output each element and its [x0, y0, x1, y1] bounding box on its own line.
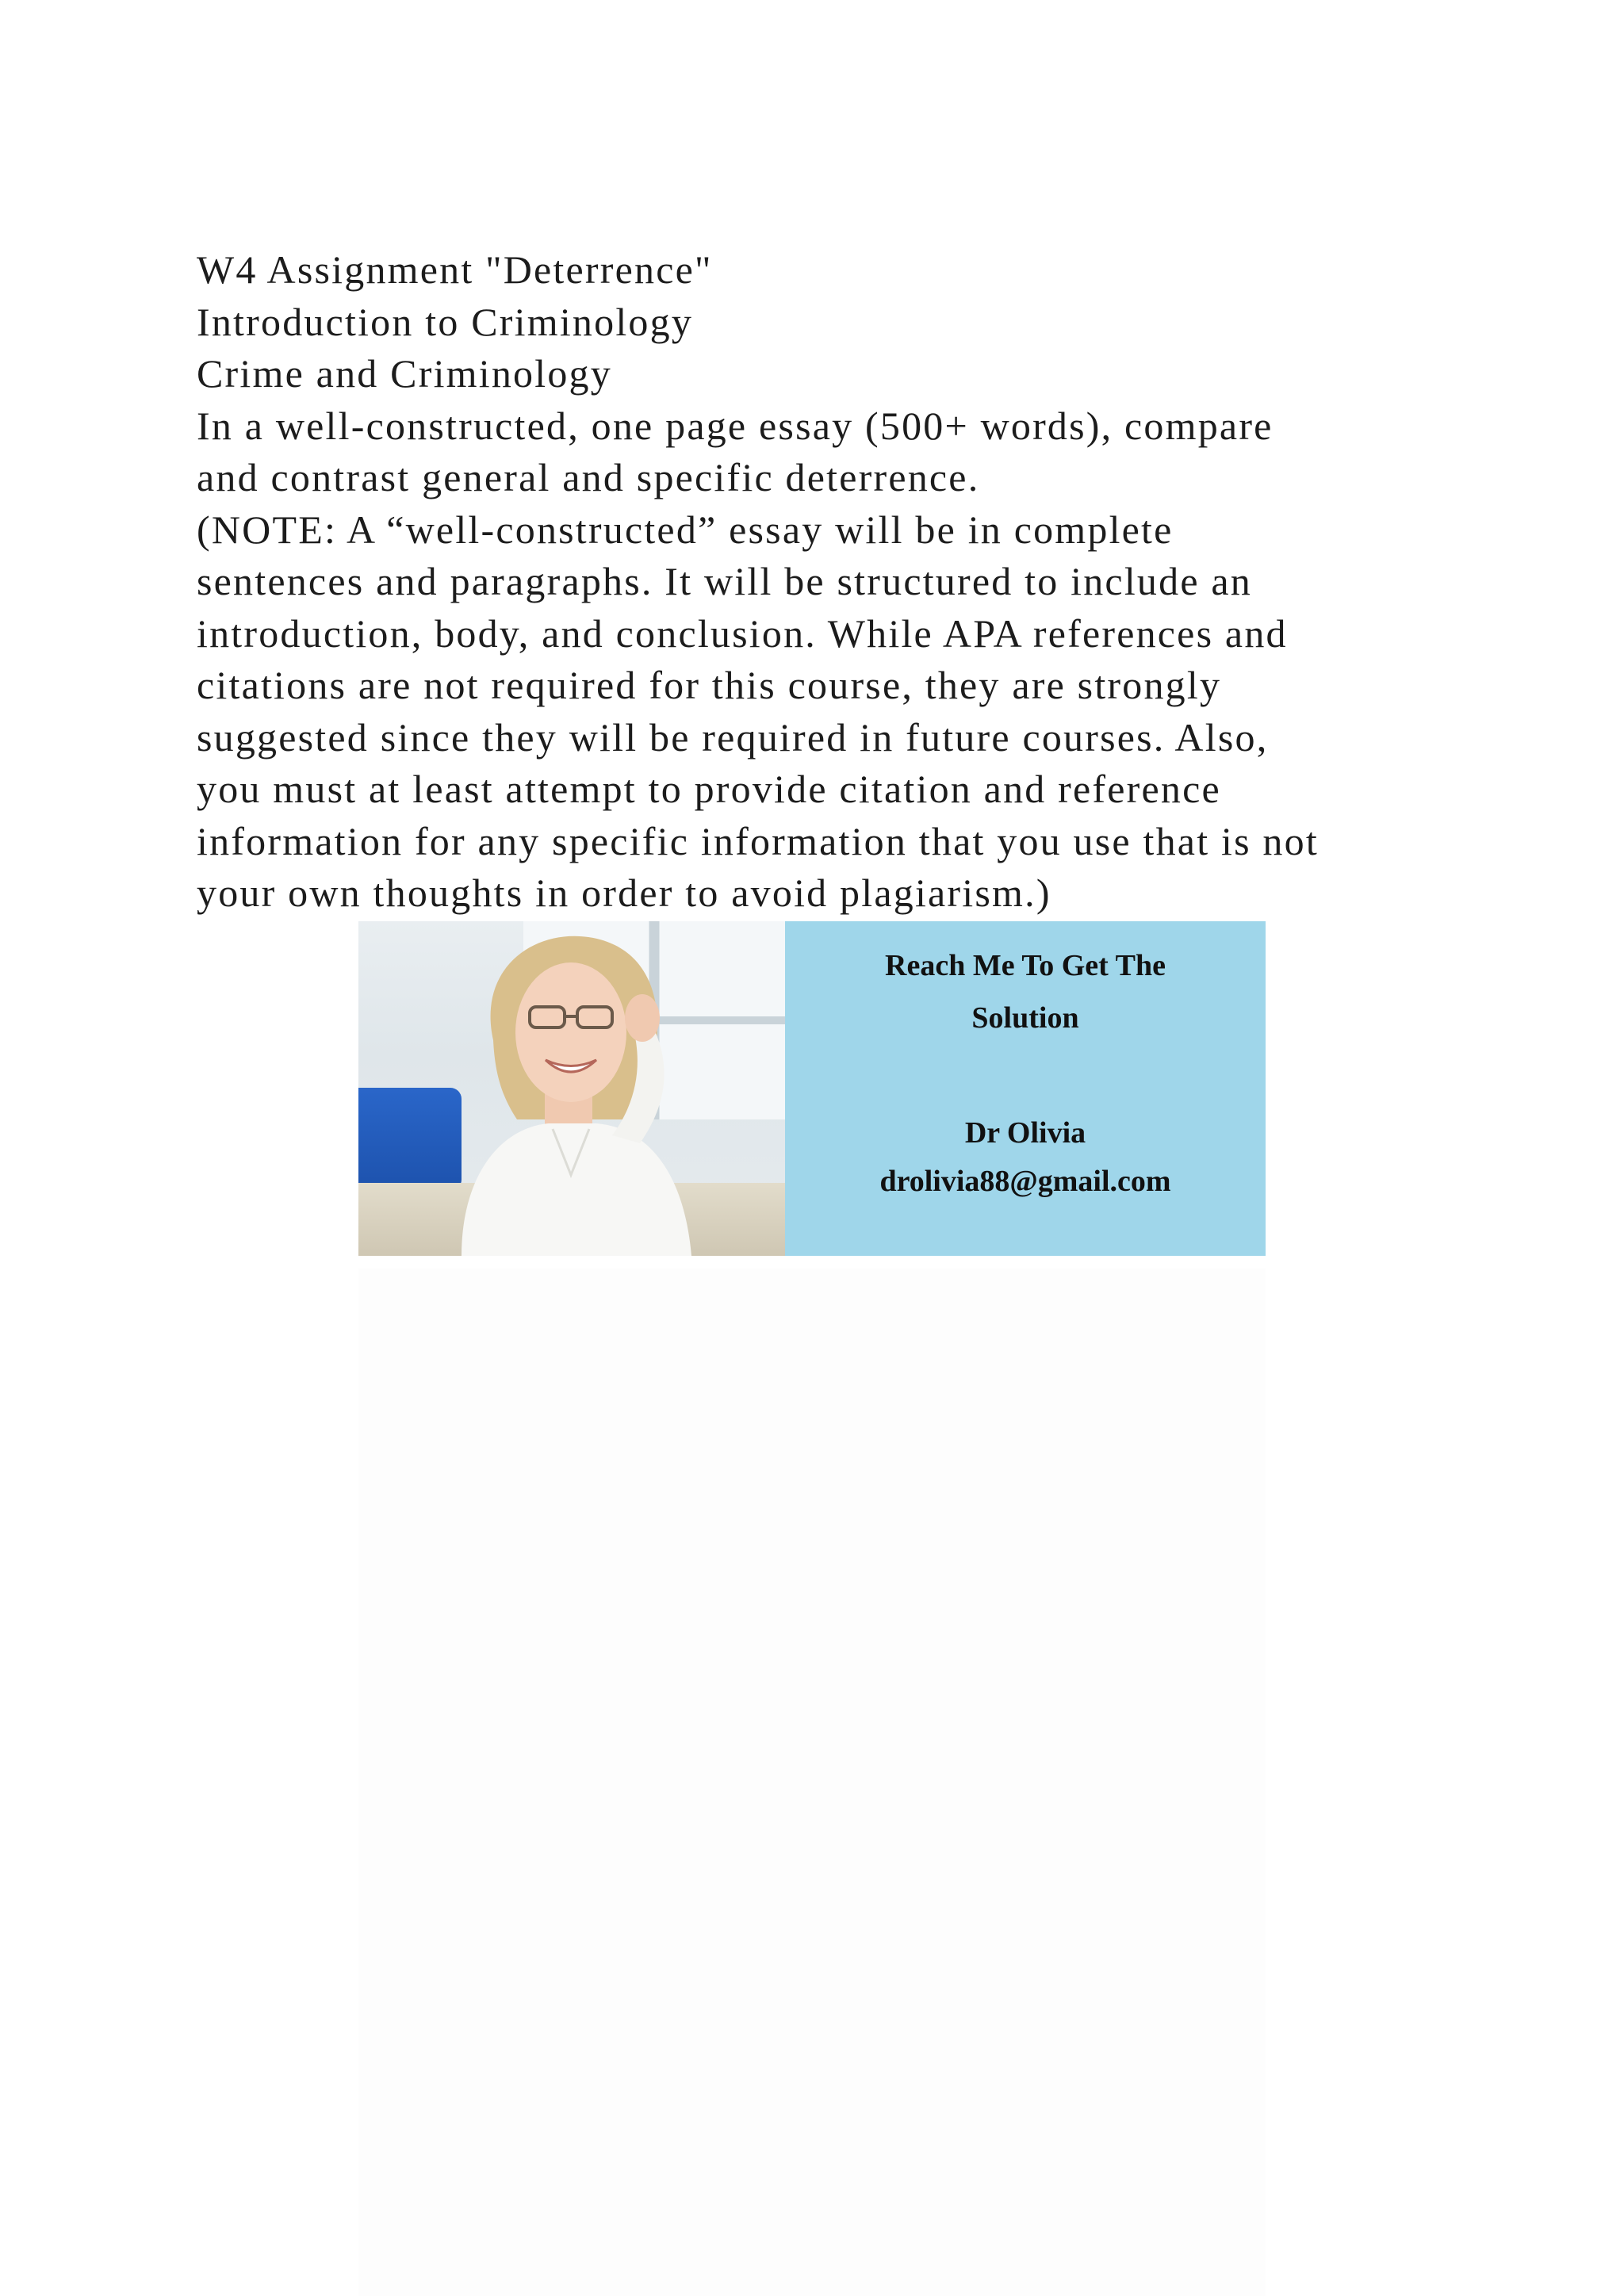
- solution-panel: [785, 921, 1266, 1256]
- assignment-title: W4 Assignment "Deterrence": [197, 247, 713, 292]
- topic-name: Crime and Criminology: [197, 351, 612, 396]
- solution-heading: Reach Me To Get The: [885, 949, 1166, 982]
- note-line: sentences and paragraphs. It will be structured to include an: [197, 559, 1253, 603]
- woman-figure: [358, 921, 785, 1256]
- contact-email: drolivia88@gmail.com: [879, 1165, 1171, 1198]
- course-name: Introduction to Criminology: [197, 299, 694, 344]
- note-line: your own thoughts in order to avoid plagiarism.): [197, 871, 1051, 915]
- contact-name: Dr Olivia: [964, 1116, 1086, 1150]
- solution-subheading: Solution: [971, 1001, 1079, 1035]
- note-line: information for any specific information that you use that is not: [197, 818, 1319, 863]
- note-line: suggested since they will be required in future courses. Also,: [197, 714, 1269, 760]
- note-line: introduction, body, and conclusion. While APA references and: [197, 610, 1288, 656]
- woman-photo: [358, 921, 785, 1256]
- note-line: you must at least attempt to provide citation and reference: [197, 767, 1221, 811]
- instruction-line: and contrast general and specific deterrence.: [197, 455, 980, 499]
- assignment-text: [197, 244, 1481, 920]
- note-line: (NOTE: A “well-constructed” essay will be in complete: [197, 507, 1174, 552]
- blank-region: [358, 1269, 1266, 2296]
- promo-banner: [358, 921, 1266, 1256]
- instruction-line: In a well-constructed, one page essay (500+ words), compare: [197, 403, 1274, 448]
- note-line: citations are not required for this course, they are strongly: [197, 663, 1222, 707]
